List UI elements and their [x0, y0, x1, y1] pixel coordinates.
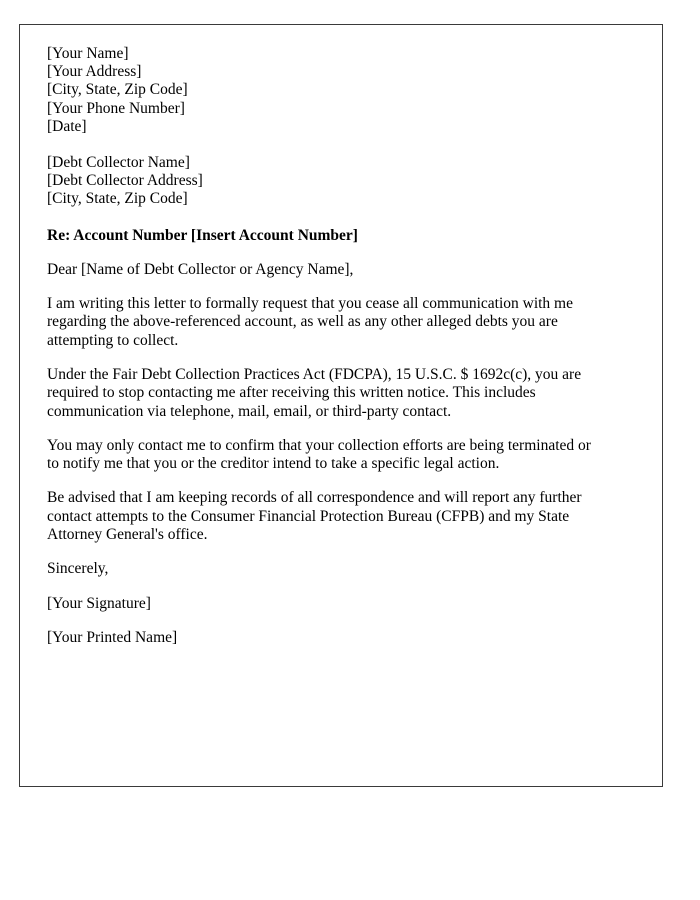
- salutation: Dear [Name of Debt Collector or Agency Name],: [47, 260, 354, 278]
- printed-name-placeholder: [Your Printed Name]: [47, 628, 178, 646]
- closing-salutation: Sincerely,: [47, 560, 109, 578]
- sender-phone: [Your Phone Number]: [47, 99, 185, 117]
- body-paragraph-2: Under the Fair Debt Collection Practices Act (FDCPA), 15 U.S.C. $ 1692c(c), you are required to stop contacting me after receiving this written notice. This includes communication via telephone, mail, email, or third-party contact.: [47, 365, 582, 420]
- body-paragraph-1: I am writing this letter to formally request that you cease all communication with me regarding the above-referenced account, as well as any other alleged debts you are attempting to collect.: [47, 295, 573, 349]
- signature-placeholder: [Your Signature]: [47, 594, 151, 612]
- recipient-address-block: [47, 154, 602, 209]
- body-paragraph-4: Be advised that I am keeping records of all correspondence and will report any further contact attempts to the Consumer Financial Protection Bureau (CFPB) and my State Attorney General's office.: [47, 489, 582, 543]
- recipient-street: [Debt Collector Address]: [47, 172, 203, 190]
- address-block-spacer: [47, 136, 602, 154]
- recipient-name: [Debt Collector Name]: [47, 154, 190, 172]
- letter-page: [19, 24, 663, 787]
- recipient-city-state-zip: [City, State, Zip Code]: [47, 190, 188, 208]
- sender-address-block: [47, 45, 602, 136]
- body-paragraph-3: You may only contact me to confirm that your collection efforts are being terminated or to notify me that you or the creditor intend to take a specific legal action.: [47, 436, 591, 473]
- sender-street: [Your Address]: [47, 63, 142, 81]
- sender-city-state-zip: [City, State, Zip Code]: [47, 81, 188, 99]
- letter-date: [Date]: [47, 117, 87, 135]
- subject-line: Re: Account Number [Insert Account Number]: [47, 226, 358, 244]
- sender-name: [Your Name]: [47, 45, 129, 62]
- letter-content: [47, 45, 602, 647]
